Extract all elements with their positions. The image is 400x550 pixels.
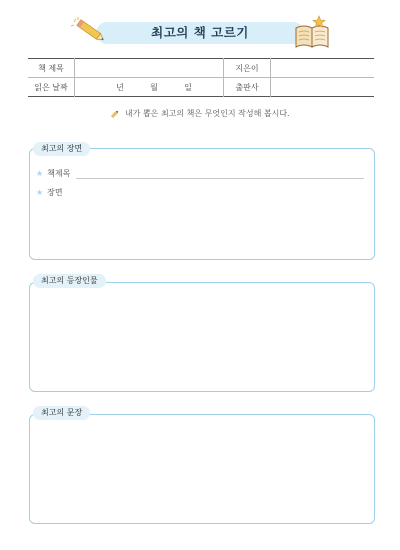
star-icon: ★ [36,169,44,178]
small-pencil-icon [110,109,125,118]
book-title-write-line[interactable] [76,178,364,179]
scene-field-label: 장면 [47,188,63,197]
instruction [60,108,340,119]
pencil-icon [70,16,110,46]
open-book-icon [292,14,332,50]
instruction-text: 내가 뽑은 최고의 책은 무엇인지 작성해 봅시다. [124,109,290,118]
best-character-tab: 최고의 등장인물 [33,274,106,288]
read-date-field[interactable] [75,78,224,97]
best-scene-tab: 최고의 장면 [33,142,90,156]
table-row [28,78,374,97]
best-scene-box[interactable] [29,148,375,260]
star-icon: ★ [36,188,44,197]
author-field[interactable] [271,59,375,78]
scene-field-row [36,187,63,198]
date-year-label: 년 [116,82,124,92]
date-day-label: 일 [184,82,192,92]
best-sentence-box[interactable] [29,414,375,524]
book-title-field-row [36,168,70,179]
read-date-label: 읽은 날짜 [28,78,75,97]
book-title-field-label: 책제목 [47,169,71,178]
author-label: 지은이 [224,59,271,78]
publisher-field[interactable] [271,78,375,97]
date-month-label: 월 [150,82,158,92]
book-info-table [28,58,374,97]
table-row [28,59,374,78]
book-title-field[interactable] [75,59,224,78]
best-sentence-tab: 최고의 문장 [33,406,90,420]
publisher-label: 출판사 [224,78,271,97]
page-title: 최고의 책 고르기 [151,25,249,40]
book-title-label: 책 제목 [28,59,75,78]
best-character-box[interactable] [29,282,375,392]
